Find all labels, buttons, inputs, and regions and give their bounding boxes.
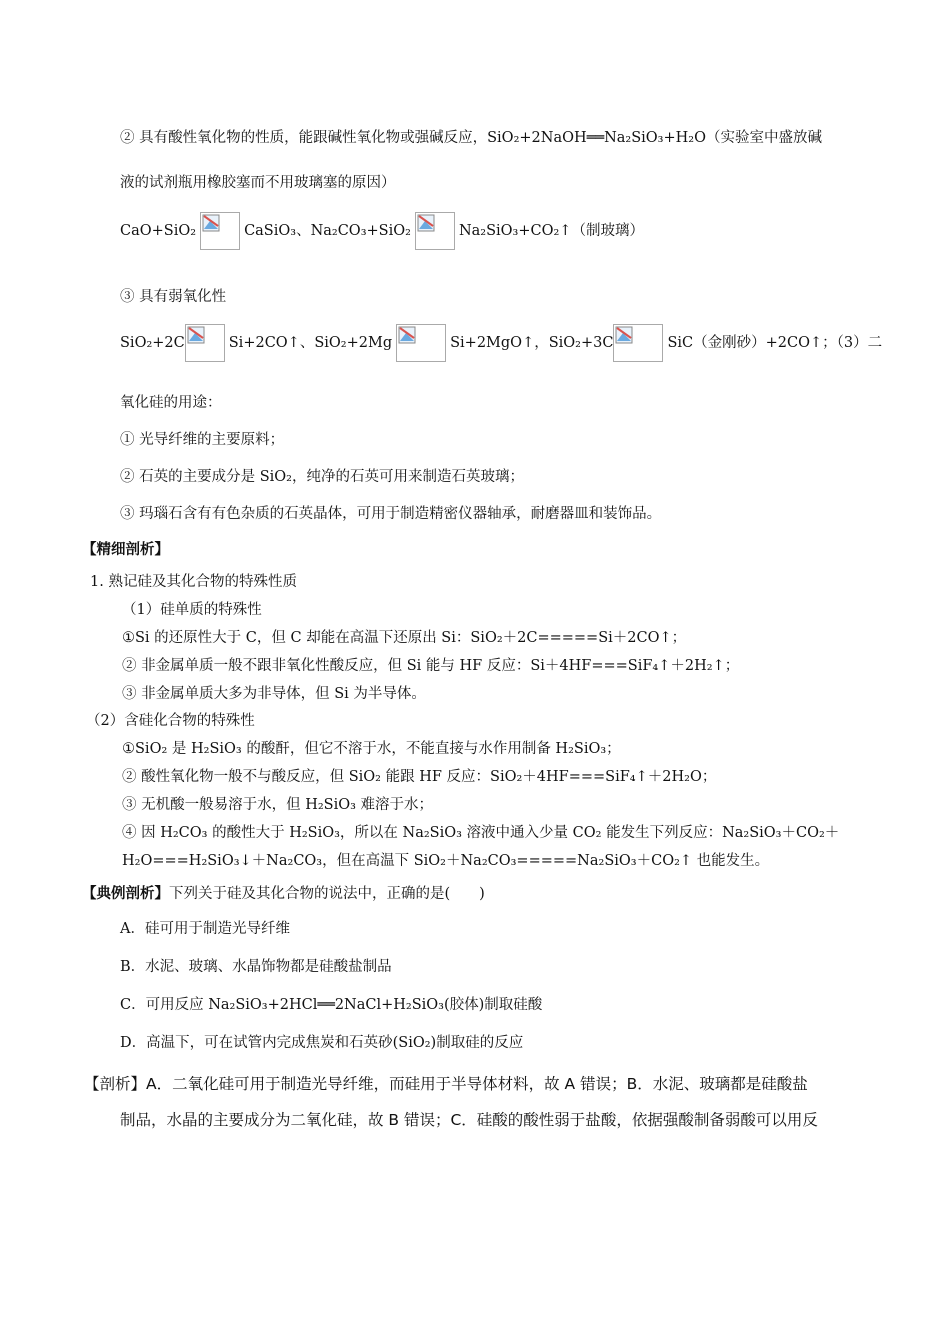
broken-image-icon — [396, 324, 446, 362]
example-question-line — [82, 883, 485, 905]
subsection-title: （2）含硅化合物的特殊性 — [86, 713, 255, 729]
use-item: ② 石英的主要成分是 SiO₂，纯净的石英可用来制造石英玻璃； — [120, 469, 524, 485]
equation-part: Si+2CO↑、SiO₂+2Mg — [228, 335, 393, 351]
subsection-title: （1）硅单质的特殊性 — [122, 602, 262, 618]
equation-part: Na₂SiO₃+CO₂↑（制玻璃） — [458, 223, 644, 239]
broken-image-icon — [185, 324, 225, 362]
property-line-3: ③ 具有弱氧化性 — [120, 289, 227, 305]
equation-part: SiC（金刚砂）+2CO↑；（3）二 — [667, 335, 883, 351]
option-b: B．水泥、玻璃、水晶饰物都是硅酸盐制品 — [120, 959, 392, 975]
use-item: ① 光导纤维的主要原料； — [120, 432, 285, 448]
property-line-2a: ② 具有酸性氧化物的性质，能跟碱性氧化物或强碱反应，SiO₂+2NaOH══Na₂SiO₃+H₂O（实验室中盛放碱 — [120, 130, 822, 146]
analysis-item: ③ 无机酸一般易溶于水，但 H₂SiO₃ 难溶于水； — [122, 797, 434, 813]
use-item: ③ 玛瑙石含有有色杂质的石英晶体，可用于制造精密仪器轴承，耐磨器皿和装饰品。 — [120, 506, 662, 522]
equation-part: CaSiO₃、Na₂CO₃+SiO₂ — [244, 223, 411, 239]
analysis-item: ③ 非金属单质大多为非导体，但 Si 为半导体。 — [122, 686, 426, 702]
broken-image-icon — [613, 324, 663, 362]
broken-image-icon — [415, 212, 455, 250]
analysis-item: ①SiO₂ 是 H₂SiO₃ 的酸酐，但它不溶于水，不能直接与水作用制备 H₂SiO₃； — [122, 741, 621, 757]
section-heading: 【精细剖析】 — [82, 542, 169, 558]
question-text: 下列关于硅及其化合物的说法中，正确的是( ) — [169, 886, 485, 902]
analysis-item: ② 酸性氧化物一般不与酸反应，但 SiO₂ 能跟 HF 反应：SiO₂＋4HF===SiF₄↑＋2H₂O； — [122, 769, 717, 785]
analysis-item: H₂O===H₂SiO₃↓＋Na₂CO₃，但在高温下 SiO₂＋Na₂CO₃=====Na₂SiO₃＋CO₂↑ 也能发生。 — [122, 853, 770, 869]
analysis-item: ④ 因 H₂CO₃ 的酸性大于 H₂SiO₃，所以在 Na₂SiO₃ 溶液中通入少量 CO₂ 能发生下列反应：Na₂SiO₃＋CO₂＋ — [122, 825, 840, 841]
glass-equation-line — [120, 210, 644, 252]
analysis-item: ② 非金属单质一般不跟非氧化性酸反应，但 Si 能与 HF 反应：Si＋4HF===SiF₄↑＋2H₂↑； — [122, 658, 740, 674]
property-line-2b: 液的试剂瓶用橡胶塞而不用玻璃塞的原因） — [120, 175, 396, 191]
option-a: A．硅可用于制造光导纤维 — [120, 921, 290, 937]
subsection-title: 1. 熟记硅及其化合物的特殊性质 — [90, 574, 297, 590]
equation-part: Si+2MgO↑，SiO₂+3C — [450, 335, 614, 351]
equation-part: CaO+SiO₂ — [120, 223, 197, 239]
section-heading: 【典例剖析】 — [82, 886, 169, 902]
broken-image-icon — [200, 212, 240, 250]
uses-title: 氧化硅的用途： — [120, 395, 222, 411]
option-c: C．可用反应 Na₂SiO₃+2HCl══2NaCl+H₂SiO₃(胶体)制取硅酸 — [120, 997, 543, 1013]
solution-line: 制品，水晶的主要成分为二氧化硅，故 B 错误；C．硅酸的酸性弱于盐酸，依据强酸制备弱酸可以用反 — [120, 1111, 818, 1129]
analysis-item: ①Si 的还原性大于 C，但 C 却能在高温下还原出 Si：SiO₂＋2C=====Si＋2CO↑； — [122, 630, 687, 646]
oxidation-equation-line — [120, 323, 882, 363]
solution-line: 【剖析】A．二氧化硅可用于制造光导纤维，而硅用于半导体材料，故 A 错误；B．水泥、玻璃都是硅酸盐 — [84, 1075, 808, 1093]
option-d: D．高温下，可在试管内完成焦炭和石英砂(SiO₂)制取硅的反应 — [120, 1035, 524, 1051]
equation-part: SiO₂+2C — [120, 335, 185, 351]
